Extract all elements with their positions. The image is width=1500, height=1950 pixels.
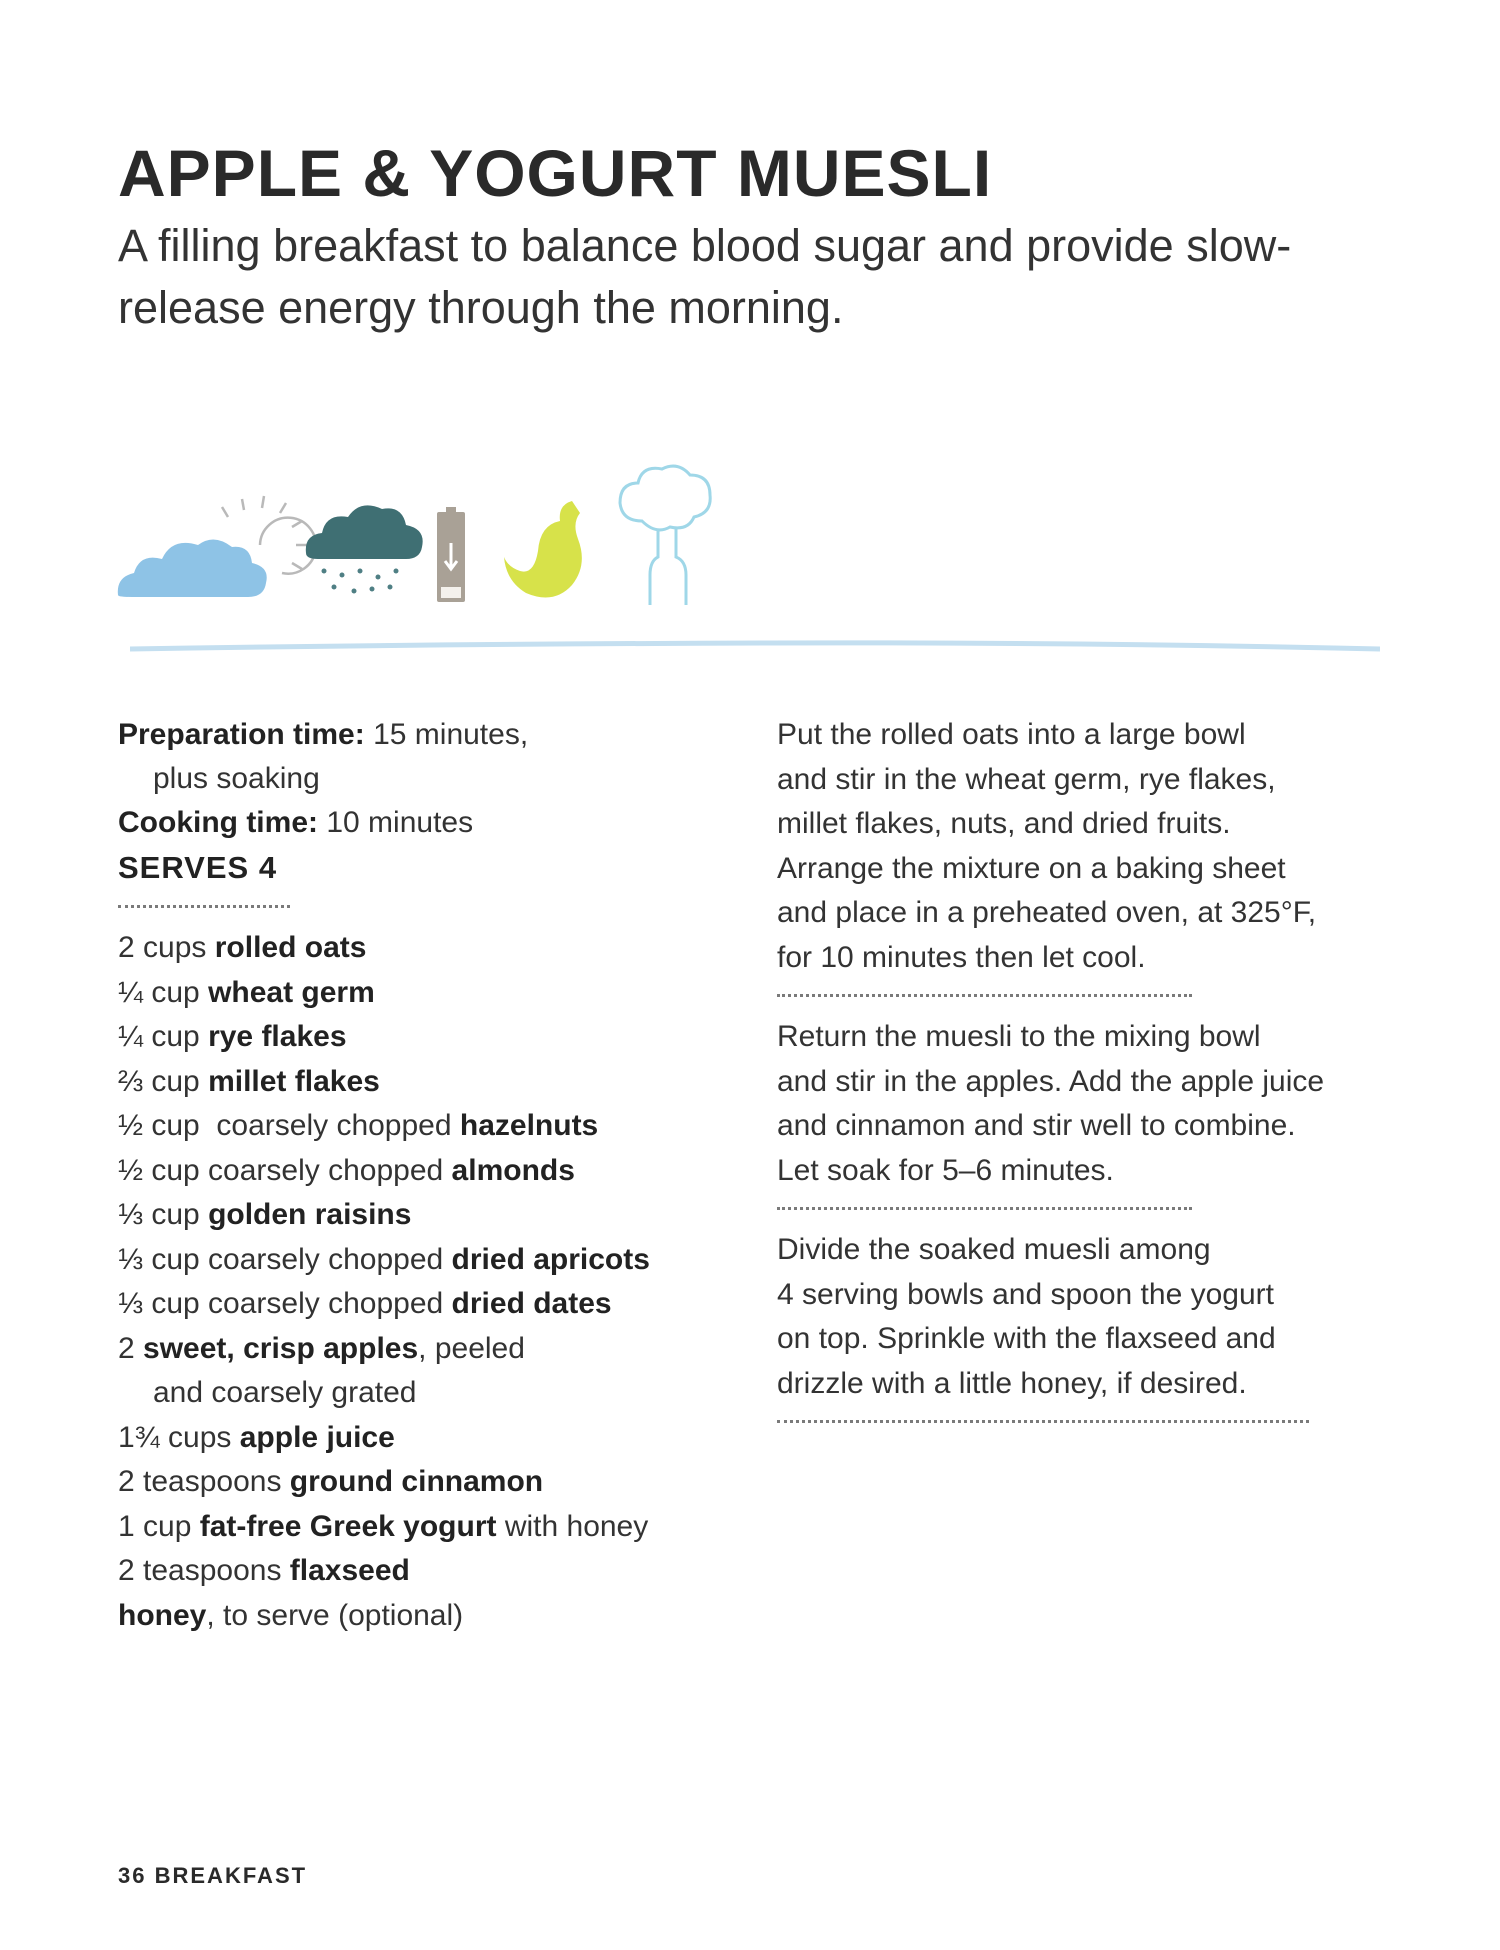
cook-time-value: 10 minutes: [326, 806, 474, 839]
dotted-divider: [777, 1420, 1309, 1423]
step-line: drizzle with a little honey, if desired.: [777, 1366, 1247, 1400]
step-line: for 10 minutes then let cool.: [777, 940, 1146, 974]
page-number: 36: [118, 1863, 147, 1888]
cook-time-label: Cooking time:: [118, 806, 318, 839]
ingredient-item: ¼ cup wheat germ: [118, 975, 375, 1009]
step-line: Put the rolled oats into a large bowl: [777, 718, 1246, 751]
ingredients-column: [118, 713, 758, 1638]
page-footer: [118, 1863, 307, 1889]
ingredient-item: ¼ cup rye flakes: [118, 1020, 347, 1053]
ingredient-item: 1¾ cups apple juice: [118, 1420, 395, 1454]
step-line: 4 serving bowls and spoon the yogurt: [777, 1277, 1274, 1311]
section-name: BREAKFAST: [154, 1863, 308, 1888]
step-line: Divide the soaked muesli among: [777, 1233, 1211, 1266]
step-line: Let soak for 5–6 minutes.: [777, 1153, 1114, 1187]
recipe-title: APPLE & YOGURT MUESLI: [118, 136, 993, 210]
dotted-divider: [118, 905, 290, 908]
prep-time-value: 15 minutes,: [373, 718, 529, 751]
step-line: millet flakes, nuts, and dried fruits.: [777, 807, 1231, 840]
sun-cloud-icon: [118, 496, 316, 597]
prep-time-line: [118, 713, 758, 757]
head-figure-icon: [620, 466, 710, 605]
step-line: and place in a preheated oven, at 325°F,: [777, 896, 1317, 929]
stomach-icon: [504, 501, 582, 598]
ingredient-item: ⅓ cup coarsely chopped dried apricots: [118, 1242, 650, 1276]
ingredient-item: 2 sweet, crisp apples, peeled: [118, 1331, 525, 1365]
ingredient-item: ⅓ cup coarsely chopped dried dates: [118, 1287, 612, 1320]
ingredient-item: ⅔ cup millet flakes: [118, 1064, 380, 1098]
recipe-subtitle: A filling breakfast to balance blood sugar and provide slow-release energy through the morning.: [118, 220, 1292, 333]
step-line: Return the muesli to the mixing bowl: [777, 1020, 1261, 1053]
dotted-divider: [777, 994, 1192, 997]
step-line: and stir in the apples. Add the apple juice: [777, 1064, 1325, 1098]
step-line: on top. Sprinkle with the flaxseed and: [777, 1322, 1276, 1355]
step-line: and cinnamon and stir well to combine.: [777, 1109, 1296, 1142]
ingredient-item: ½ cup coarsely chopped hazelnuts: [118, 1109, 599, 1142]
battery-icon: [437, 507, 465, 602]
method-step-2: [777, 1015, 1417, 1193]
method-step-3: [777, 1228, 1417, 1406]
health-icons-row: [110, 455, 760, 625]
ingredient-item: honey, to serve (optional): [118, 1598, 464, 1632]
ingredient-item: ⅓ cup golden raisins: [118, 1198, 412, 1231]
ingredient-item: 2 teaspoons flaxseed: [118, 1554, 410, 1587]
dotted-divider: [777, 1207, 1192, 1210]
ingredient-item: and coarsely grated: [153, 1376, 417, 1409]
rain-cloud-icon: [306, 505, 423, 593]
ingredient-item: ½ cup coarsely chopped almonds: [118, 1153, 575, 1187]
cook-time-line: [118, 801, 758, 845]
ingredient-item: 2 cups rolled oats: [118, 931, 367, 964]
method-step-1: [777, 713, 1417, 980]
serves-label: SERVES 4: [118, 850, 278, 885]
ingredient-item: 1 cup fat-free Greek yogurt with honey: [118, 1509, 649, 1543]
prep-time-extra: plus soaking: [153, 762, 320, 795]
ingredient-list: [118, 926, 758, 1638]
step-line: and stir in the wheat germ, rye flakes,: [777, 762, 1276, 796]
ingredient-item: 2 teaspoons ground cinnamon: [118, 1465, 544, 1498]
section-divider-line: [130, 640, 1380, 660]
method-column: [777, 713, 1417, 1441]
prep-time-label: Preparation time:: [118, 718, 365, 751]
step-line: Arrange the mixture on a baking sheet: [777, 851, 1286, 885]
